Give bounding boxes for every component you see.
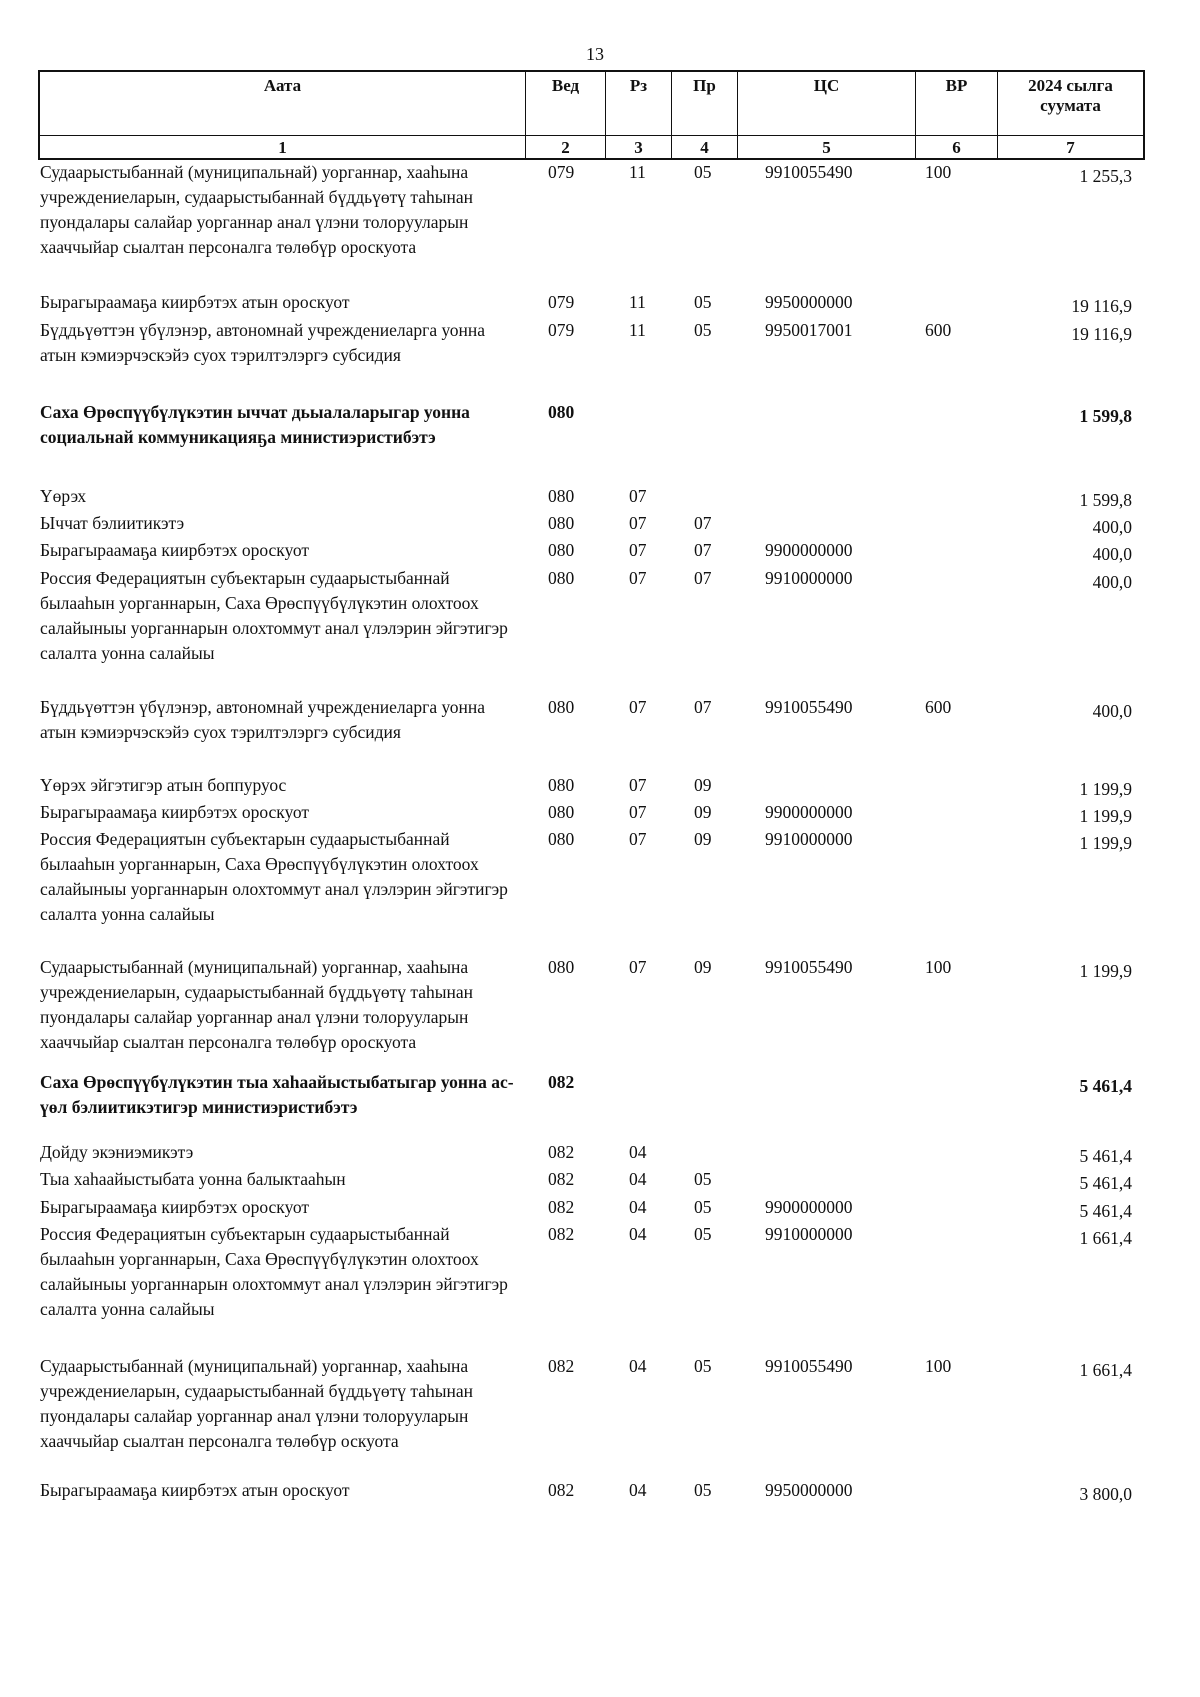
cell-vr: 600 <box>925 697 952 717</box>
col-header-vr <box>916 72 998 158</box>
cell-ved: 080 <box>548 802 575 822</box>
cell-name: Россия Федерациятын субъектарын судаарыстыбаннай былааһын уорганнарын, Саха Өрөспүүбүлүкэтин олохтоох салайыныы уорганнарын олохтоммут анал үлэлэрин эйгэтигэр салалта уонна салайыы <box>40 829 508 924</box>
col-title: Рз <box>629 76 648 95</box>
cell-val: 400,0 <box>1092 701 1132 721</box>
cell-vr: 600 <box>925 320 952 340</box>
col-header-name <box>40 72 526 158</box>
cell-val: 5 461,4 <box>1079 1146 1132 1166</box>
cell-val: 5 461,4 <box>1079 1076 1132 1096</box>
cell-cs: 9900000000 <box>765 802 853 822</box>
col-number: 3 <box>606 135 671 160</box>
cell-cs: 9900000000 <box>765 540 853 560</box>
cell-cs: 9950000000 <box>765 292 853 312</box>
cell-ved: 080 <box>548 568 575 588</box>
cell-pr: 05 <box>694 1356 712 1376</box>
cell-name: Үөрэх <box>40 486 87 506</box>
cell-val: 1 661,4 <box>1079 1228 1132 1248</box>
cell-rz: 07 <box>629 486 647 506</box>
cell-cs: 9910000000 <box>765 1224 853 1244</box>
cell-val: 19 116,9 <box>1071 324 1132 344</box>
cell-name: Үөрэх эйгэтигэр атын боппуруос <box>40 775 287 795</box>
col-number: 5 <box>738 135 915 160</box>
cell-ved: 079 <box>548 292 575 312</box>
cell-ved: 080 <box>548 402 575 422</box>
cell-ved: 082 <box>548 1224 575 1244</box>
cell-pr: 07 <box>694 513 712 533</box>
cell-cs: 9910055490 <box>765 1356 853 1376</box>
cell-pr: 09 <box>694 957 712 977</box>
cell-rz: 11 <box>629 320 646 340</box>
col-number: 1 <box>40 135 525 160</box>
cell-name: Бүддьүөттэн үбүлэнэр, автономнай учреждениеларга уонна атын кэмиэрчэскэйэ суох тэрилтэлэргэ субсидия <box>40 697 486 742</box>
cell-val: 1 599,8 <box>1079 490 1132 510</box>
cell-cs: 9950000000 <box>765 1480 853 1500</box>
cell-val: 1 199,9 <box>1079 806 1132 826</box>
cell-ved: 082 <box>548 1480 575 1500</box>
cell-val: 1 255,3 <box>1079 166 1132 186</box>
cell-pr: 05 <box>694 1197 712 1217</box>
cell-cs: 9910055490 <box>765 162 853 182</box>
cell-pr: 09 <box>694 802 712 822</box>
cell-ved: 082 <box>548 1197 575 1217</box>
cell-pr: 09 <box>694 829 712 849</box>
cell-ved: 080 <box>548 829 575 849</box>
cell-val: 5 461,4 <box>1079 1173 1132 1193</box>
cell-vr: 100 <box>925 957 952 977</box>
cell-cs: 9910000000 <box>765 568 853 588</box>
cell-ved: 080 <box>548 775 575 795</box>
cell-pr: 05 <box>694 1480 712 1500</box>
col-number: 2 <box>526 135 605 160</box>
cell-rz: 07 <box>629 697 647 717</box>
cell-name: Бырагыраамаҕа киирбэтэх ороскуот <box>40 802 310 822</box>
col-title: Вед <box>551 76 580 95</box>
cell-val: 5 461,4 <box>1079 1201 1132 1221</box>
cell-name: Тыа хаһаайыстыбата уонна балыктааһын <box>40 1169 346 1189</box>
col-header-amount <box>998 72 1143 158</box>
cell-val: 3 800,0 <box>1079 1484 1132 1504</box>
cell-val: 1 199,9 <box>1079 833 1132 853</box>
cell-pr: 07 <box>694 568 712 588</box>
cell-rz: 11 <box>629 162 646 182</box>
cell-ved: 082 <box>548 1072 575 1092</box>
cell-rz: 07 <box>629 540 647 560</box>
cell-rz: 07 <box>629 513 647 533</box>
cell-rz: 04 <box>629 1169 647 1189</box>
cell-ved: 079 <box>548 162 575 182</box>
cell-ved: 080 <box>548 486 575 506</box>
cell-name: Саха Өрөспүүбүлүкэтин тыа хаһаайыстыбатыгар уонна ас-үөл бэлиитикэтигэр министиэристибэтэ <box>40 1072 514 1117</box>
cell-val: 1 199,9 <box>1079 779 1132 799</box>
col-header-rz <box>606 72 672 158</box>
cell-cs: 9910055490 <box>765 957 853 977</box>
col-number: 7 <box>998 135 1143 160</box>
cell-rz: 07 <box>629 802 647 822</box>
col-header-pr <box>672 72 738 158</box>
cell-pr: 05 <box>694 162 712 182</box>
cell-ved: 080 <box>548 957 575 977</box>
cell-vr: 100 <box>925 162 952 182</box>
cell-rz: 07 <box>629 829 647 849</box>
cell-rz: 04 <box>629 1480 647 1500</box>
col-number: 6 <box>916 135 997 160</box>
col-title: ЦС <box>813 76 840 95</box>
cell-name: Россия Федерациятын субъектарын судаарыстыбаннай былааһын уорганнарын, Саха Өрөспүүбүлүкэтин олохтоох салайыныы уорганнарын олохтоммут анал үлэлэрин эйгэтигэр салалта уонна салайыы <box>40 1224 508 1319</box>
cell-val: 1 661,4 <box>1079 1360 1132 1380</box>
cell-ved: 082 <box>548 1142 575 1162</box>
cell-pr: 07 <box>694 697 712 717</box>
cell-vr: 100 <box>925 1356 952 1376</box>
cell-name: Бырагыраамаҕа киирбэтэх ороскуот <box>40 540 310 560</box>
cell-rz: 07 <box>629 775 647 795</box>
cell-cs: 9910000000 <box>765 829 853 849</box>
cell-name: Бырагыраамаҕа киирбэтэх атын ороскуот <box>40 292 350 312</box>
cell-pr: 05 <box>694 1224 712 1244</box>
cell-val: 19 116,9 <box>1071 296 1132 316</box>
col-title: 2024 сылга суумата <box>1028 76 1113 115</box>
cell-cs: 9900000000 <box>765 1197 853 1217</box>
page-number: 13 <box>586 44 604 64</box>
cell-name: Бырагыраамаҕа киирбэтэх ороскуот <box>40 1197 310 1217</box>
cell-name: Бүддьүөттэн үбүлэнэр, автономнай учреждениеларга уонна атын кэмиэрчэскэйэ суох тэрилтэлэргэ субсидия <box>40 320 486 365</box>
col-title: Аата <box>263 76 302 95</box>
col-title: ВР <box>945 76 968 95</box>
cell-pr: 05 <box>694 320 712 340</box>
cell-ved: 080 <box>548 513 575 533</box>
cell-name: Судаарыстыбаннай (муниципальнай) уорганнар, хааһына учреждениеларын, судаарыстыбаннай бүддьүөтү таһынан пуондалары салайар уорганнар анал үлэни толорууларын хааччыйар сыалтан персоналга төлөбүр оскуота <box>40 1356 474 1451</box>
cell-pr: 09 <box>694 775 712 795</box>
cell-ved: 080 <box>548 540 575 560</box>
cell-pr: 05 <box>694 292 712 312</box>
cell-rz: 04 <box>629 1142 647 1162</box>
col-header-cs <box>738 72 916 158</box>
cell-name: Дойду экэниэмикэтэ <box>40 1142 194 1162</box>
cell-ved: 082 <box>548 1356 575 1376</box>
cell-name: Судаарыстыбаннай (муниципальнай) уорганнар, хааһына учреждениеларын, судаарыстыбаннай бүддьүөтү таһынан пуондалары салайар уорганнар анал үлэни толорууларын хааччыйар сыалтан персоналга төлөбүр ороскуота <box>40 957 474 1052</box>
cell-val: 400,0 <box>1092 572 1132 592</box>
cell-rz: 04 <box>629 1356 647 1376</box>
cell-val: 1 199,9 <box>1079 961 1132 981</box>
cell-val: 400,0 <box>1092 517 1132 537</box>
col-title: Пр <box>693 76 716 95</box>
cell-ved: 082 <box>548 1169 575 1189</box>
cell-cs: 9910055490 <box>765 697 853 717</box>
cell-name: Россия Федерациятын субъектарын судаарыстыбаннай былааһын уорганнарын, Саха Өрөспүүбүлүкэтин олохтоох салайыныы уорганнарын олохтоммут анал үлэлэрин эйгэтигэр салалта уонна салайыы <box>40 568 508 663</box>
cell-cs: 9950017001 <box>765 320 853 340</box>
col-header-ved <box>526 72 606 158</box>
cell-val: 400,0 <box>1092 544 1132 564</box>
cell-rz: 11 <box>629 292 646 312</box>
cell-pr: 05 <box>694 1169 712 1189</box>
cell-rz: 04 <box>629 1224 647 1244</box>
cell-rz: 04 <box>629 1197 647 1217</box>
cell-name: Саха Өрөспүүбүлүкэтин ыччат дьыалаларыгар уонна социальнай коммуникацияҕа министиэристибэтэ <box>40 402 470 447</box>
cell-rz: 07 <box>629 568 647 588</box>
table-header <box>38 70 1145 160</box>
cell-ved: 079 <box>548 320 575 340</box>
cell-rz: 07 <box>629 957 647 977</box>
cell-ved: 080 <box>548 697 575 717</box>
cell-val: 1 599,8 <box>1079 406 1132 426</box>
cell-name: Судаарыстыбаннай (муниципальнай) уорганнар, хааһына учреждениеларын, судаарыстыбаннай бүддьүөтү таһынан пуондалары салайар уорганнар анал үлэни толорууларын хааччыйар сыалтан персоналга төлөбүр ороскуота <box>40 162 474 257</box>
cell-pr: 07 <box>694 540 712 560</box>
col-number: 4 <box>672 135 737 160</box>
cell-name: Бырагыраамаҕа киирбэтэх атын ороскуот <box>40 1480 350 1500</box>
cell-name: Ыччат бэлиитикэтэ <box>40 513 185 533</box>
